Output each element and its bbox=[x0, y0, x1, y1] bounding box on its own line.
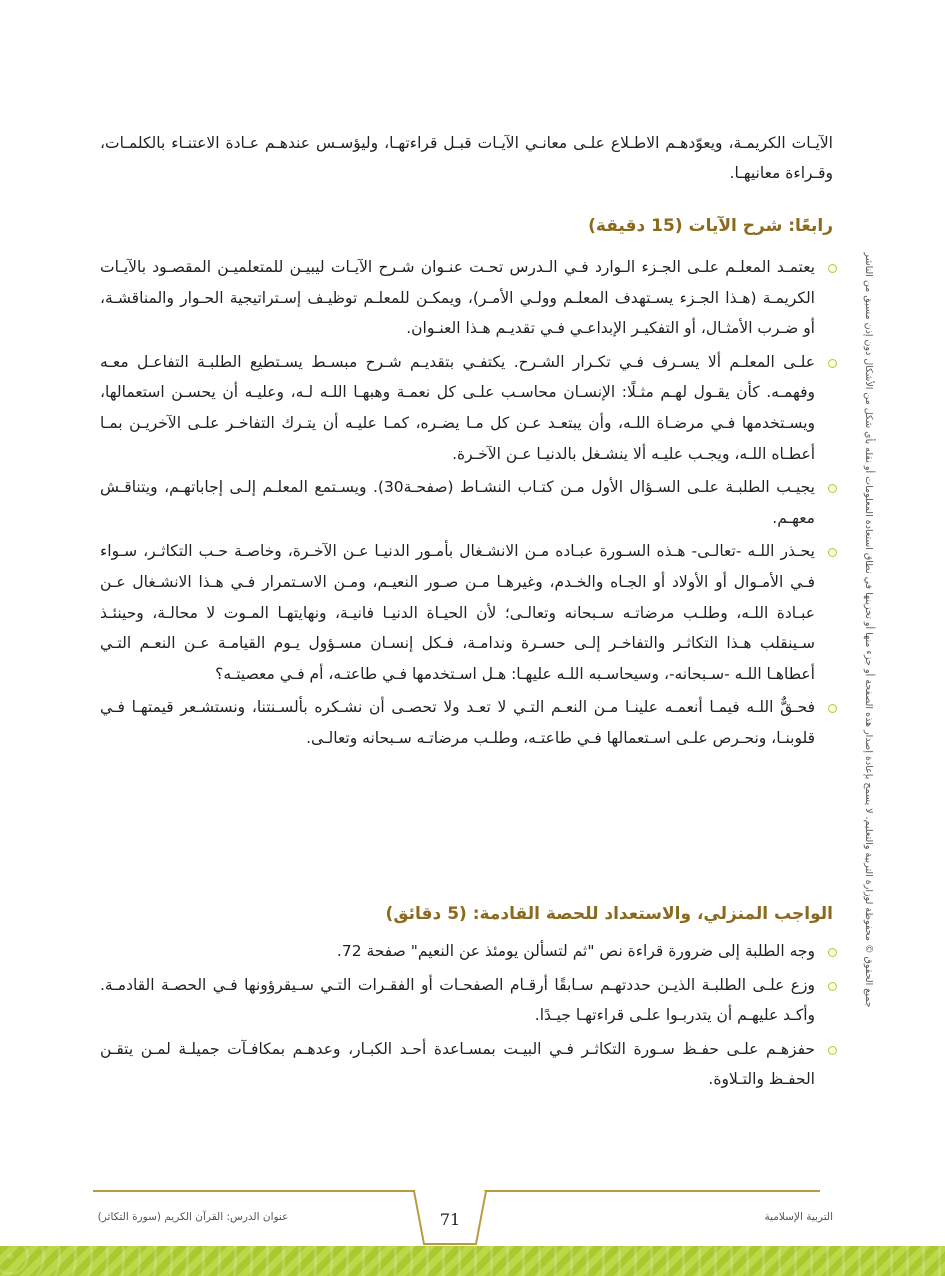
bullet-icon bbox=[828, 359, 837, 368]
bullet-icon bbox=[828, 484, 837, 493]
footer-rule-right bbox=[484, 1190, 820, 1192]
footer-lesson-title: عنوان الدرس: القرآن الكريم (سورة التكاثر) bbox=[97, 1211, 289, 1223]
list-item bbox=[100, 472, 839, 533]
bullet-icon bbox=[828, 548, 837, 557]
bullet-icon bbox=[828, 704, 837, 713]
decorative-bottom-band bbox=[0, 1246, 945, 1276]
page-number: 71 bbox=[439, 1210, 461, 1229]
copyright-notice: جميع الحقوق © محفوظة لوزارة التربية والتعليم. لا يسمح بإعادة إصدار هذه الصفحة أو جزء منها أو تخزينها في نطاق استعادة المعلومات أو نقله بأي شكل من الأشكال دون إذن مسبق من الناشر bbox=[863, 252, 874, 1008]
list-item-text: حفزهـم علـى حفـظ سـورة التكاثـر فـي البيـت بمسـاعدة أحـد الكبـار، وعدهـم بمكافـآت جميلـة لمـن يتقـن الحفـظ والتـلاوة. bbox=[100, 1039, 815, 1089]
explanation-list bbox=[100, 252, 839, 757]
homework-list bbox=[100, 936, 839, 1098]
list-item-text: يحـذر اللـه -تعالـى- هـذه السـورة عبـاده مـن الانشـغال بأمـور الدنيـا عـن الآخـرة، وخاصـة حـب التكاثـر، سـواء فـي الأمـوال أو الأولاد أو الجـاه والخـدم، وغيرهـا مـن صـور النعيـم، ومـن الاسـتمرار فـي هـذا الانشـغال عـن عبـادة اللـه، وطلـب مرضاتـه سـبحانه وتعالـى؛ لأن الحيـاة الدنيـا فانيـة، ونهايتهـا المـوت لا محالـة، وحينئـذ سـينقلب هـذا التكاثـر والتفاخـر إلـى حسـرة وندامـة، فـكل إنسـان مسـؤول يـوم القيامـة عـن النعـم التـي أعطاهـا اللـه -سـبحانه-، وسيحاسـبه اللـه عليهـا: هـل اسـتخدمها فـي طاعتـه، أم فـي معصيتـه؟ bbox=[100, 542, 815, 683]
footer-rule-left bbox=[93, 1190, 415, 1192]
section-heading-homework: الواجب المنزلي، والاستعداد للحصة القادمة: (5 دقائق) bbox=[385, 904, 833, 924]
bullet-icon bbox=[828, 982, 837, 991]
list-item bbox=[100, 252, 839, 344]
list-item-text: فحـقٌّ اللـه فيمـا أنعمـه علينـا مـن النعـم التـي لا تعـد ولا تحصـى أن نشـكره بألسـنتنا، ونستشـعر قيمتهـا فـي قلوبنـا، ونحـرص علـى اسـتعمالها فـي طاعتـه، وطلـب مرضاتـه سـبحانه وتعالـى. bbox=[100, 698, 815, 747]
list-item bbox=[100, 536, 839, 689]
section-heading-explanation: رابعًا: شرح الآيات (15 دقيقة) bbox=[588, 216, 833, 236]
list-item bbox=[100, 1034, 839, 1095]
list-item-text: وزع علـى الطلبـة الذيـن حددتهـم سـابقًا أرقـام الصفحـات أو الفقـرات التـي سـيقرؤونها فـي الحصـة القادمـة. وأكـد عليهـم أن يتدربـوا علـى قراءتهـا جيـدًا. bbox=[100, 975, 815, 1025]
bullet-icon bbox=[828, 264, 837, 273]
list-item-text: يعتمـد المعلـم علـى الجـزء الـوارد فـي الـدرس تحـت عنـوان شـرح الآيـات ليبيـن للمتعلميـن المقصـود بالآيـات الكريمـة (هـذا الجـزء يسـتهدف المعلـم وولـي الأمـر)، ويمكـن للمعلـم توظيـف إسـتراتيجية الحـوار والمناقشـة، أو ضـرب الأمثـال، أو التفكيـر الإبداعـي فـي تقديـم هـذا العنـوان. bbox=[100, 258, 815, 338]
bullet-icon bbox=[828, 1046, 837, 1055]
bullet-icon bbox=[828, 948, 837, 957]
list-item bbox=[100, 936, 839, 967]
list-item bbox=[100, 970, 839, 1031]
list-item bbox=[100, 347, 839, 469]
list-item-text: وجه الطلبة إلى ضرورة قراءة نص "ثم لتسألن يومئذ عن النعيم" صفحة 72. bbox=[336, 942, 815, 960]
list-item-text: يجيـب الطلبـة علـى السـؤال الأول مـن كتـاب النشـاط (صفحـة30). ويسـتمع المعلـم إلـى إجاباتهـم، ويتناقـش معهـم. bbox=[100, 478, 815, 527]
intro-paragraph: الآيـات الكريمـة، ويعوّدهـم الاطـلاع علـى معانـي الآيـات قبـل قراءتهـا، وليؤسـس عندهـم عـادة الاعتنـاء بالكلمـات، وقـراءة معانيهـا. bbox=[100, 133, 833, 182]
list-item bbox=[100, 692, 839, 753]
list-item-text: علـى المعلـم ألا يسـرف فـي تكـرار الشـرح. يكتفـي بتقديـم شـرح مبسـط يسـتطيع الطلبـة التفاعـل معـه وفهمـه. كأن يقـول لهـم مثـلًا: الإنسـان محاسـب علـى كل نعمـة وهبهـا اللـه لـه، وعليـه أن يحسـن استعمالها، ويسـتخدمها فـي مرضـاة اللـه، وأن يبتعـد عـن كل مـا يضـره، كمـا عليـه أن يتـرك التفاخـر علـى الآخريـن بمـا أعطـاه اللـه، ويجـب عليـه ألا ينشـغل بالدنيـا عـن الآخـرة. bbox=[100, 352, 815, 463]
footer-subject: التربية الإسلامية bbox=[764, 1211, 833, 1223]
